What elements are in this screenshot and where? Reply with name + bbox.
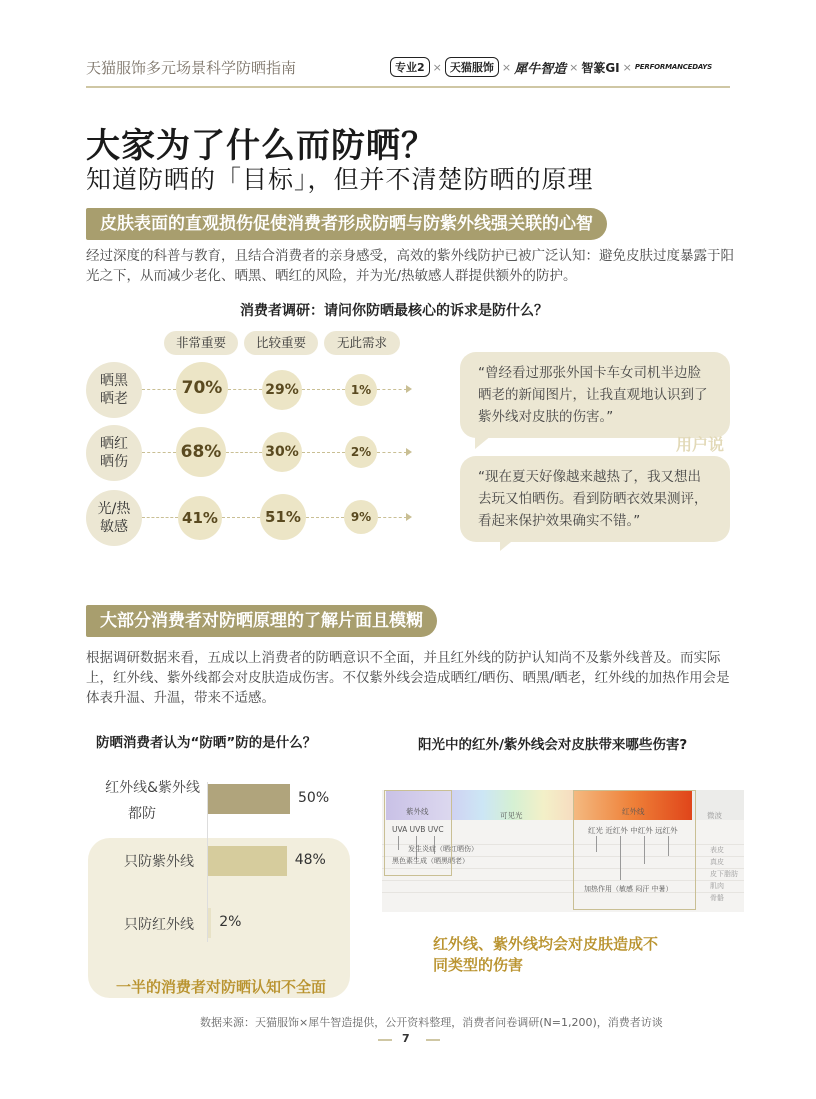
dashed-connector <box>222 517 260 518</box>
row-label-text: 晒黑 晒老 <box>100 373 128 407</box>
pct-no-need: 1% <box>345 374 377 406</box>
quote-text: “现在夏天好像越来越热了，我又想出去玩又怕晒伤。看到防晒衣效果测评，看起来保护效果确实不错。” <box>478 469 708 529</box>
user-say-label: 用户说 <box>676 435 725 454</box>
ir-types: 红光 近红外 中红外 远红外 <box>588 826 678 835</box>
dashed-connector <box>142 517 178 518</box>
page-number-line <box>426 1039 440 1041</box>
quote-bubble-1 <box>460 352 730 438</box>
microwave-label: 微波 <box>707 811 722 820</box>
skin-layer-label: 皮下脂肪 <box>710 870 738 878</box>
pct-somewhat-important: 51% <box>260 494 306 540</box>
times-icon: × <box>501 60 512 74</box>
ir-label: 红外线 <box>622 807 645 816</box>
bar-label-both <box>90 775 200 827</box>
uv-highlight-frame <box>384 790 452 876</box>
dashed-connector <box>378 517 407 518</box>
column-very-important: 非常重要 <box>164 331 238 355</box>
quote-text: “曾经看过那张外国卡车女司机半边脸晒老的新闻图片，让我直观地认识到了紫外线对皮肤的伤害。” <box>478 365 708 425</box>
uv-effect-1: 发生炎症（晒红晒伤） <box>408 845 478 853</box>
pct-somewhat-important: 30% <box>262 432 302 472</box>
dashed-connector <box>377 452 407 453</box>
bar-chart-title: 防晒消费者认为“防晒”防的是什么？ <box>96 735 317 751</box>
spectrum-note <box>433 934 663 976</box>
bar-2 <box>208 908 211 938</box>
quote-bubble-2 <box>460 456 730 542</box>
bar-label-uv-only: 只防紫外线 <box>124 854 194 870</box>
pct-very-important: 41% <box>178 496 222 540</box>
bar-value-label: 50% <box>298 790 330 806</box>
skin-layer-label: 表皮 <box>710 846 724 854</box>
uv-label: 紫外线 <box>406 807 429 816</box>
logo-zhuanye: 专业2 <box>390 57 430 77</box>
logo-xiniu: 犀牛智造 <box>514 61 567 77</box>
uv-types: UVA UVB UVC <box>392 825 444 834</box>
uv-effect-2: 黑色素生成（晒黑晒老） <box>392 857 469 865</box>
visible-label: 可见光 <box>500 811 523 820</box>
logo-performance-days: PERFORMANCEDAYS <box>634 63 712 71</box>
row-label-tan-aging <box>86 362 142 418</box>
bar-value-label: 48% <box>294 852 326 868</box>
header-divider <box>86 86 730 88</box>
bar-value-label: 2% <box>219 914 242 930</box>
skin-layer-label: 肌肉 <box>710 882 724 890</box>
logo-gi: 智篆GI <box>581 60 620 75</box>
row-label-light-heat-sensitive <box>86 490 142 546</box>
spectrum-note-text: 红外线、紫外线均会对皮肤造成不同类型的伤害 <box>433 935 659 974</box>
bar-0 <box>208 784 290 814</box>
arrow-right-icon <box>406 448 412 456</box>
partner-logos <box>390 54 735 80</box>
column-somewhat-important: 比较重要 <box>244 331 318 355</box>
dashed-connector <box>377 389 407 390</box>
pct-no-need: 9% <box>344 500 378 534</box>
section-heading-1: 皮肤表面的直观损伤促使消费者形成防晒与防紫外线强关联的心智 <box>86 208 607 240</box>
dashed-connector <box>228 389 262 390</box>
page-title: 大家为了什么而防晒？ <box>86 126 436 166</box>
row-label-text: 晒红 晒伤 <box>100 436 128 470</box>
header-title: 天猫服饰多元场景科学防晒指南 <box>86 59 297 77</box>
data-source: 数据来源：天猫服饰×犀牛智造提供，公开资料整理，消费者问卷调研(N=1,200)，消费者访谈 <box>200 1016 663 1029</box>
page-subtitle: 知道防晒的「目标」，但并不清楚防晒的原理 <box>86 165 594 194</box>
page-number-line <box>378 1039 392 1041</box>
bar-label-line: 红外线&紫外线 <box>105 780 200 796</box>
pct-no-need: 2% <box>345 436 377 468</box>
row-label-sunburn <box>86 425 142 481</box>
dashed-connector <box>226 452 262 453</box>
times-icon: × <box>622 60 632 74</box>
bubble-tail <box>500 533 522 551</box>
ir-highlight-frame <box>573 790 696 910</box>
section-heading-2: 大部分消费者对防晒原理的了解片面且模糊 <box>86 605 437 637</box>
dashed-connector <box>142 452 176 453</box>
spectrum-title: 阳光中的红外/紫外线会对皮肤带来哪些伤害? <box>418 737 688 753</box>
bar-1 <box>208 846 287 876</box>
bar-label-line: 都防 <box>128 806 156 822</box>
logo-tmall-fashion: 天猫服饰 <box>445 57 499 77</box>
bar-chart-note: 一半的消费者对防晒认知不全面 <box>116 978 327 996</box>
skin-layer-label: 真皮 <box>710 858 724 866</box>
row-label-text: 光/热 敏感 <box>97 501 131 535</box>
bubble-tail <box>475 431 497 449</box>
section1-paragraph: 经过深度的科普与教育，且结合消费者的亲身感受，高效的紫外线防护已被广泛认知：避免皮肤过度暴露于阳光之下，从而减少老化、晒黑、晒红的风险，并为光/热敏感人群提供额外的防护。 <box>86 248 734 284</box>
survey-question: 消费者调研：请问你防晒最核心的诉求是防什么？ <box>240 303 548 319</box>
dashed-connector <box>306 517 344 518</box>
pct-very-important: 70% <box>176 362 228 414</box>
pct-very-important: 68% <box>176 427 226 477</box>
ir-effect: 加热作用（敏感 闷汗 中暑） <box>584 885 673 893</box>
arrow-right-icon <box>406 385 412 393</box>
arrow-right-icon <box>406 513 412 521</box>
times-icon: × <box>569 60 579 74</box>
dashed-connector <box>302 389 345 390</box>
dashed-connector <box>142 389 176 390</box>
page-number: 7 <box>402 1032 410 1045</box>
dashed-connector <box>302 452 345 453</box>
times-icon: × <box>432 60 442 74</box>
column-no-need: 无此需求 <box>324 331 400 355</box>
skin-layer-label: 骨骼 <box>710 894 724 902</box>
section2-paragraph: 根据调研数据来看，五成以上消费者的防晒意识不全面，并且红外线的防护认知尚不及紫外线普及。而实际上，红外线、紫外线都会对皮肤造成伤害。不仅紫外线会造成晒红/晒伤、晒黑/晒老，红外线的加热作用会是体表升温、升温，带来不适感。 <box>86 650 730 706</box>
pct-somewhat-important: 29% <box>262 370 302 410</box>
bar-label-ir-only: 只防红外线 <box>124 917 194 933</box>
